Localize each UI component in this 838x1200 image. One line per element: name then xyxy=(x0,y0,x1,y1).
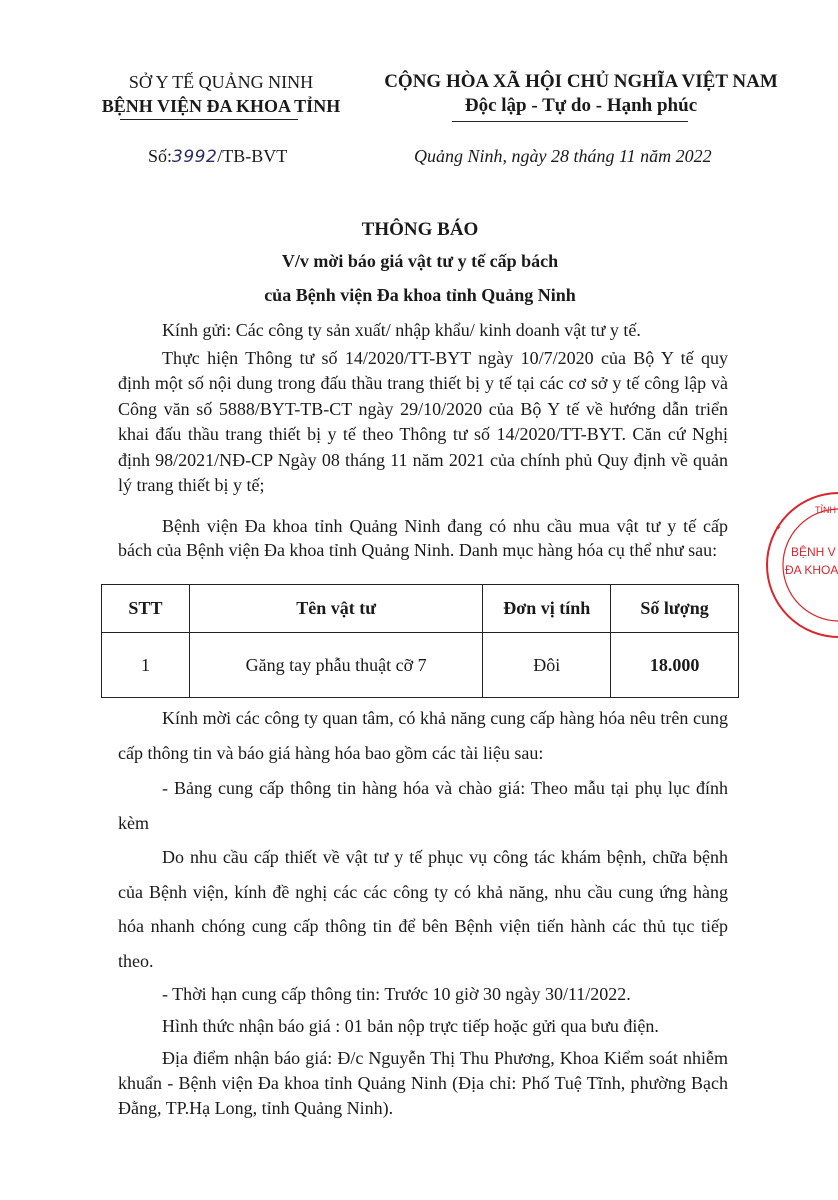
national-heading xyxy=(372,70,790,118)
invitation-paragraph: Kính mời các công ty quan tâm, có khả năng cung cấp hàng hóa nêu trên cung cấp thông tin và báo giá hàng hóa bao gồm các tài liệu sau: xyxy=(118,708,728,763)
motto-underline xyxy=(452,121,688,122)
org-name: BỆNH VIỆN ĐA KHOA TỈNH xyxy=(101,96,341,116)
title-main: THÔNG BÁO xyxy=(361,219,479,240)
nation-name: CỘNG HÒA XÃ HỘI CHỦ NGHĨA VIỆT NAM xyxy=(384,71,778,92)
stamp-text-2: ĐA KHOA xyxy=(785,563,838,577)
need-paragraph: Bệnh viện Đa khoa tỉnh Quảng Ninh đang có nhu cầu mua vật tư y tế cấp bách của Bệnh viện Đa khoa tỉnh Quảng Ninh. Danh mục hàng hóa cụ thể như sau: xyxy=(118,516,728,560)
col-header-name: Tên vật tư xyxy=(189,585,482,633)
requirement-item: - Bảng cung cấp thông tin hàng hóa và chào giá: Theo mẫu tại phụ lục đính kèm xyxy=(118,778,728,833)
cell-unit: Đôi xyxy=(483,633,611,698)
stamp-text-top: TỈNH xyxy=(815,505,836,515)
submission-method: Hình thức nhận báo giá : 01 bản nộp trực tiếp hoặc gửi qua bưu điện. xyxy=(162,1016,659,1036)
document-title xyxy=(100,216,740,312)
org-underline xyxy=(120,119,298,120)
doc-number-prefix: Số: xyxy=(148,146,173,166)
table-header-row xyxy=(102,585,739,633)
official-stamp xyxy=(755,486,838,646)
title-subject-2: của Bệnh viện Đa khoa tỉnh Quảng Ninh xyxy=(264,285,576,305)
table-row xyxy=(102,633,739,698)
deadline-line: - Thời hạn cung cấp thông tin: Trước 10 giờ 30 ngày 30/11/2022. xyxy=(162,984,631,1004)
document-number xyxy=(148,146,287,167)
doc-number-suffix: /TB-BVT xyxy=(217,146,288,166)
urgency-paragraph: Do nhu cầu cấp thiết về vật tư y tế phục vụ công tác khám bệnh, chữa bệnh của Bệnh viện, kính đề nghị các các công ty có khả năng, nhu cầu cung ứng hàng hóa nhanh chóng cung cấp thông tin để bên Bệnh viện tiến hành các thủ tục tiếp theo. xyxy=(118,847,728,971)
place-and-date: Quảng Ninh, ngày 28 tháng 11 năm 2022 xyxy=(414,146,712,166)
stamp-mark: ✦ xyxy=(775,523,782,532)
col-header-quantity: Số lượng xyxy=(611,585,739,633)
recipient-line: Kính gửi: Các công ty sản xuất/ nhập khẩu/ kinh doanh vật tư y tế. xyxy=(162,320,641,340)
org-parent: SỞ Y TẾ QUẢNG NINH xyxy=(128,72,314,92)
legal-basis-paragraph: Thực hiện Thông tư số 14/2020/TT-BYT ngày 10/7/2020 của Bộ Y tế quy định một số nội dung trong đấu thầu trang thiết bị y tế tại các cơ sở y tế công lập và Công văn số 5888/BYT-TB-CT ngày 29/10/2020 của Bộ Y tế về hướng dẫn triển khai đấu thầu trang thiết bị y tế theo Thông tư số 14/2020/TT-BYT. Căn cứ Nghị định 98/2021/NĐ-CP Ngày 08 tháng 11 năm 2021 của chính phủ Quy định về quản lý trang thiết bị y tế; xyxy=(118,348,728,496)
col-header-unit: Đơn vị tính xyxy=(483,585,611,633)
cell-item-name: Găng tay phẫu thuật cỡ 7 xyxy=(189,633,482,698)
cell-quantity: 18.000 xyxy=(611,633,739,698)
doc-number-handwritten: 3992 xyxy=(172,147,218,167)
title-subject-1: V/v mời báo giá vật tư y tế cấp bách xyxy=(281,251,559,271)
col-header-stt: STT xyxy=(102,585,190,633)
stamp-text-1: BỆNH V xyxy=(791,545,836,559)
cell-stt: 1 xyxy=(102,633,190,698)
submission-address: Địa điểm nhận báo giá: Đ/c Nguyễn Thị Thu Phương, Khoa Kiểm soát nhiễm khuẩn - Bệnh viện Đa khoa tỉnh Quảng Ninh (Địa chỉ: Phố Tuệ Tĩnh, phường Bạch Đằng, TP.Hạ Long, tỉnh Quảng Ninh). xyxy=(118,1048,728,1118)
nation-motto: Độc lập - Tự do - Hạnh phúc xyxy=(464,95,698,116)
issuing-organization xyxy=(96,70,346,118)
goods-table xyxy=(101,584,739,698)
